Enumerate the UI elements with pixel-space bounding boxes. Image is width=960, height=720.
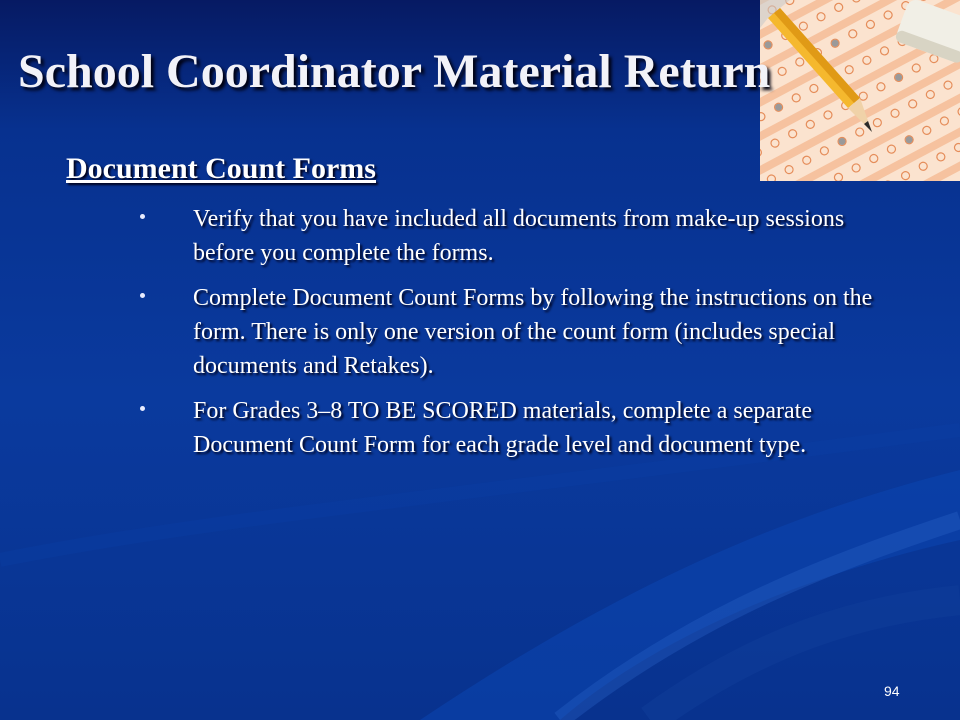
bullet-dot-icon (140, 293, 145, 298)
bullet-list (0, 202, 960, 473)
bullet-dot-icon (140, 406, 145, 411)
bullet-item (0, 394, 873, 462)
bullet-item (0, 202, 873, 270)
answer-sheet-photo (760, 0, 960, 181)
page-number: 94 (884, 683, 900, 699)
bullet-text: Verify that you have included all documents from make-up sessions before you complete the forms. (193, 206, 845, 266)
bullet-dot-icon (140, 214, 145, 219)
bullet-item (0, 281, 873, 383)
bullet-text: For Grades 3–8 TO BE SCORED materials, complete a separate Document Count Form for each grade level and document type. (193, 398, 812, 458)
slide-title: School Coordinator Material Return (18, 45, 771, 98)
section-heading: Document Count Forms (66, 152, 376, 185)
bullet-text: Complete Document Count Forms by following the instructions on the form. There is only one version of the count form (includes special documents and Retakes). (193, 285, 873, 379)
